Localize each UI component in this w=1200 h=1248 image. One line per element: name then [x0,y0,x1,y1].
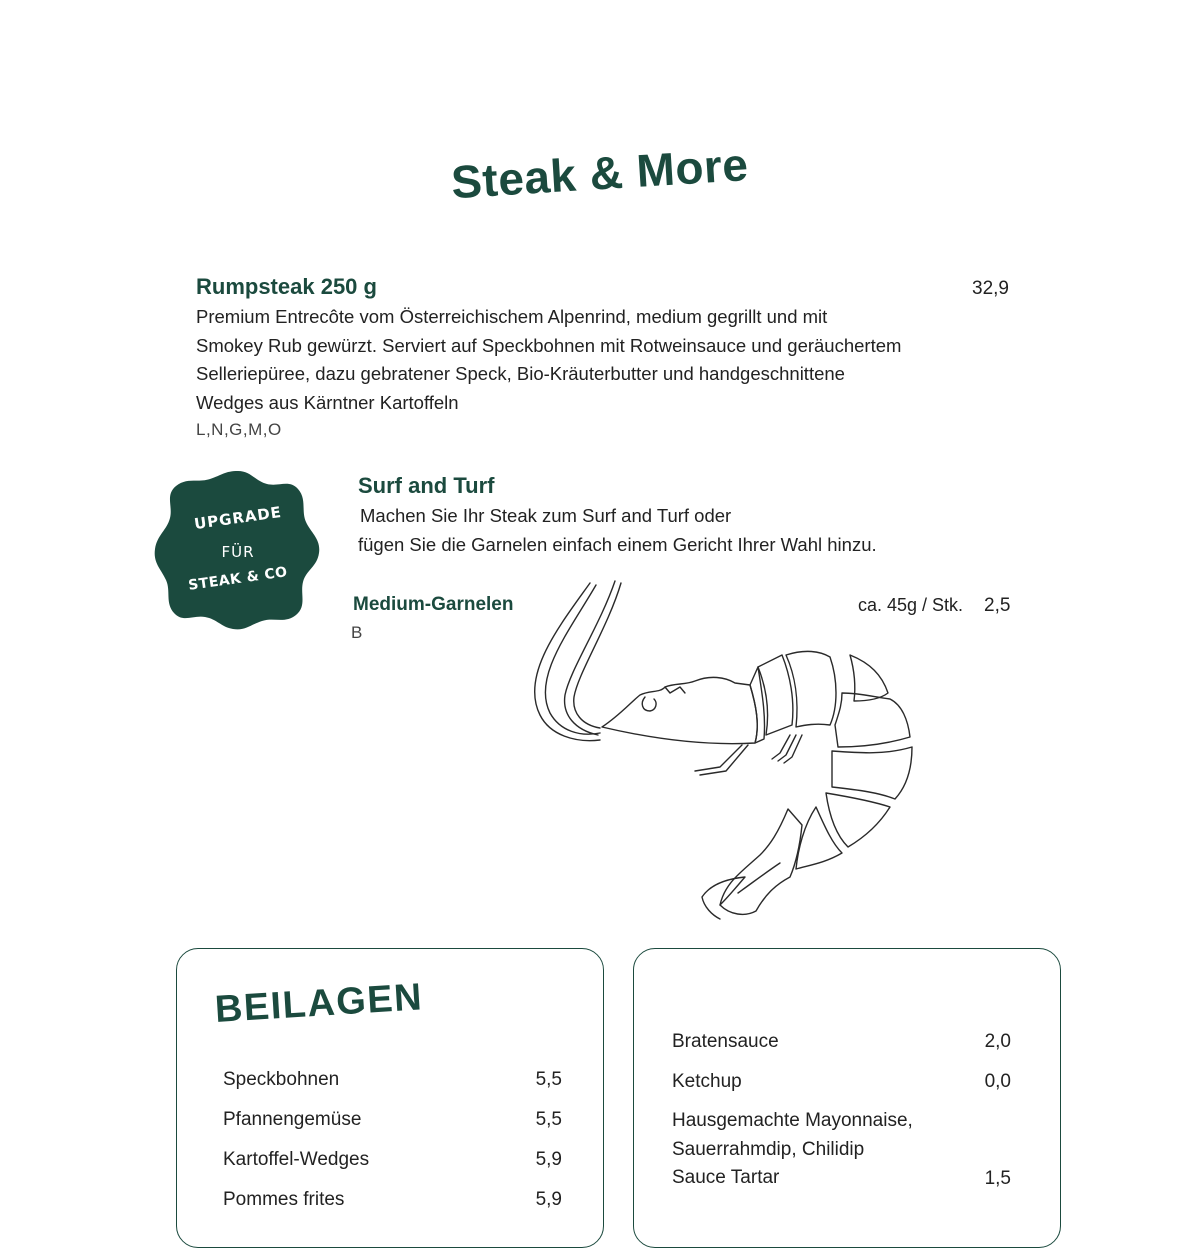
description-line: Premium Entrecôte vom Österreichischem Alpenrind, medium gegrillt und mit [196,306,828,327]
sauce-item-line: Sauerrahmdip, Chilidip [672,1138,865,1160]
sauce-item-line: Hausgemachte Mayonnaise, [672,1110,913,1131]
beilage-item-name: Speckbohnen [223,1069,340,1090]
beilage-item-price: 5,5 [535,1109,562,1130]
description-line: fügen Sie die Garnelen einfach einem Gericht Ihrer Wahl hinzu. [358,533,877,555]
badge-line-fuer: FÜR [221,543,255,561]
beilage-item-price: 5,5 [535,1069,562,1090]
garnelen-allergens: B [351,623,363,642]
beilage-item-price: 5,9 [535,1189,562,1210]
description-line: Wedges aus Kärntner Kartoffeln [196,391,459,413]
beilagen-box [176,948,604,1248]
sauce-item-price: 1,5 [984,1168,1011,1189]
sauce-item-name: Ketchup [672,1071,742,1092]
beilage-item-name: Kartoffel-Wedges [223,1149,370,1170]
sauce-item-price: 0,0 [984,1071,1011,1092]
upgrade-badge [153,467,323,631]
beilage-item-name: Pfannengemüse [223,1109,362,1130]
garnelen-price: 2,5 [984,595,1011,616]
rumpsteak-allergens: L,N,G,M,O [196,420,282,439]
description-line: Selleriepüree, dazu gebratener Speck, Bio-Kräuterbutter und handgeschnittene [196,363,845,384]
garnelen-name: Medium-Garnelen [353,594,514,615]
garnelen-unit: ca. 45g / Stk. [858,595,964,615]
shrimp-illustration-icon [520,575,920,925]
saucen-box [633,948,1061,1248]
description-line: Machen Sie Ihr Steak zum Surf and Turf oder [360,505,732,526]
sauce-item-price: 2,0 [984,1031,1011,1052]
sauce-item-line: Sauce Tartar [672,1167,780,1188]
beilagen-title: BEILAGEN [213,976,425,1031]
page-title: Steak & More [449,138,750,209]
rumpsteak-description [196,303,901,417]
surf-and-turf-description [358,502,877,559]
sauce-item-multi [672,1107,913,1193]
rumpsteak-price: 32,9 [972,278,1009,299]
badge-line-upgrade: UPGRADE [193,502,283,534]
rumpsteak-name: Rumpsteak 250 g [196,274,377,299]
description-line: Smokey Rub gewürzt. Serviert auf Speckbohnen mit Rotweinsauce und geräuchertem [196,334,902,356]
beilage-item-name: Pommes frites [223,1189,345,1210]
sauce-item-name: Bratensauce [672,1031,779,1052]
badge-line-steak-co: STEAK & CO [187,564,289,594]
surf-and-turf-name: Surf and Turf [358,473,495,498]
beilage-item-price: 5,9 [535,1149,562,1170]
